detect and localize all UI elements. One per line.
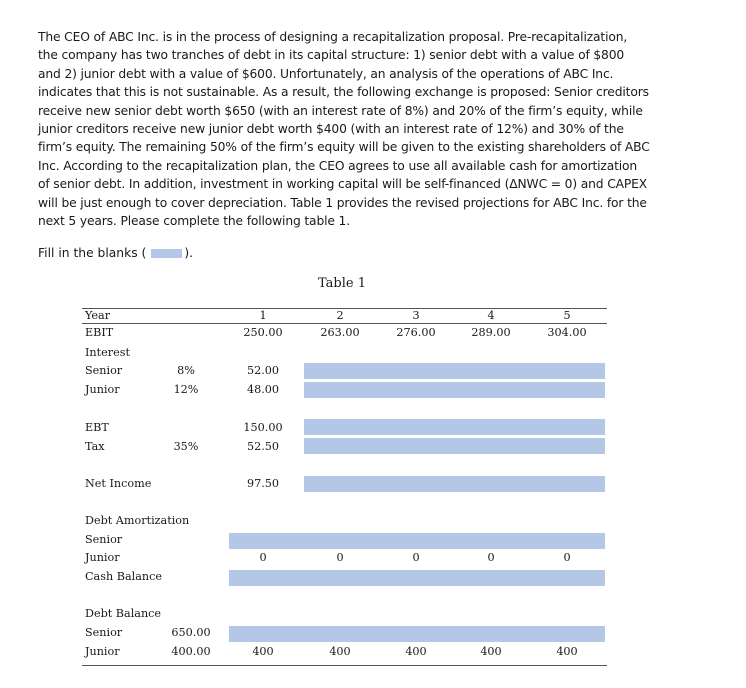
year-header: 3 bbox=[412, 309, 420, 322]
junior-amortization: 0 bbox=[259, 551, 267, 564]
blank-cash-balance[interactable] bbox=[229, 570, 605, 586]
junior-balance: 400 bbox=[329, 645, 351, 658]
blank-junior-interest[interactable] bbox=[304, 382, 605, 398]
ebit-value: 250.00 bbox=[243, 326, 283, 339]
ebit-value: 276.00 bbox=[396, 326, 436, 339]
ebit-value: 289.00 bbox=[471, 326, 511, 339]
row-label-interest: Interest bbox=[85, 346, 130, 359]
blank-tax[interactable] bbox=[304, 438, 605, 454]
junior-rate: 12% bbox=[173, 383, 199, 396]
junior-balance: 400 bbox=[405, 645, 427, 658]
row-label-ebit: EBIT bbox=[85, 326, 114, 339]
senior-initial-balance: 650.00 bbox=[171, 626, 211, 639]
junior-interest-y1: 48.00 bbox=[246, 383, 280, 396]
blank-net-income[interactable] bbox=[304, 476, 605, 492]
row-label-tax: Tax bbox=[85, 440, 105, 453]
tax-y1: 52.50 bbox=[246, 440, 280, 453]
row-label-year: Year bbox=[85, 309, 111, 322]
senior-interest-y1: 52.00 bbox=[246, 364, 280, 377]
row-label-senior-amortization: Senior bbox=[85, 533, 123, 546]
net-income-y1: 97.50 bbox=[246, 477, 280, 490]
junior-initial-balance: 400.00 bbox=[171, 645, 211, 658]
ebit-value: 263.00 bbox=[320, 326, 360, 339]
table-caption: Table 1 bbox=[318, 276, 366, 291]
row-label-senior-balance: Senior bbox=[85, 626, 123, 639]
row-label-debt-balance: Debt Balance bbox=[85, 607, 162, 620]
row-label-junior-interest: Junior bbox=[85, 383, 120, 396]
row-label-debt-amortization: Debt Amortization bbox=[85, 514, 190, 527]
row-label-senior-interest: Senior bbox=[85, 364, 123, 377]
row-label-junior-amortization: Junior bbox=[85, 551, 120, 564]
blank-ebt[interactable] bbox=[304, 419, 605, 435]
year-header: 2 bbox=[336, 309, 344, 322]
junior-balance: 400 bbox=[556, 645, 578, 658]
junior-amortization: 0 bbox=[336, 551, 344, 564]
row-label-ebt: EBT bbox=[85, 421, 109, 434]
junior-balance: 400 bbox=[480, 645, 502, 658]
junior-amortization: 0 bbox=[412, 551, 420, 564]
table-rule bbox=[82, 665, 607, 666]
junior-amortization: 0 bbox=[563, 551, 571, 564]
fill-instruction-suffix: ). bbox=[184, 246, 194, 260]
year-header: 5 bbox=[563, 309, 571, 322]
ebit-value: 304.00 bbox=[547, 326, 587, 339]
senior-rate: 8% bbox=[177, 364, 195, 377]
fill-instruction-prefix: Fill in the blanks ( bbox=[38, 246, 147, 260]
ebt-y1: 150.00 bbox=[243, 421, 283, 434]
year-header: 4 bbox=[487, 309, 495, 322]
tax-rate: 35% bbox=[173, 440, 199, 453]
blank-senior-amortization[interactable] bbox=[229, 533, 605, 549]
year-header: 1 bbox=[259, 309, 267, 322]
blank-senior-interest[interactable] bbox=[304, 363, 605, 379]
row-label-cash-balance: Cash Balance bbox=[85, 570, 162, 583]
row-label-junior-balance: Junior bbox=[85, 645, 120, 658]
row-label-net-income: Net Income bbox=[85, 477, 152, 490]
blank-senior-balance[interactable] bbox=[229, 626, 605, 642]
junior-amortization: 0 bbox=[487, 551, 495, 564]
problem-statement: The CEO of ABC Inc. is in the process of designing a recapitalization proposal. Pre-recapitalization, the company has two tranches of debt in its capital structure: 1) senior debt with a value of $800 and 2) junior debt with a value of $600. Unfortunately, an analysis of the operations of ABC Inc. indicates that this is not sustainable. As a result, the following exchange is proposed: Senior creditors receive new senior debt worth $650 (with an interest rate of 8%) and 20% of the firm’s equity, while junior creditors receive new junior debt worth $400 (with an interest rate of 12%) and 30% of the firm’s equity. The remaining 50% of the firm’s equity will be given to the existing shareholders of ABC Inc. According to the recapitalization plan, the CEO agrees to use all available cash for amortization of senior debt. In addition, investment in working capital will be self-financed (ΔNWC = 0) and CAPEX will be just enough to cover depreciation. Table 1 provides the revised projections for ABC Inc. for the next 5 years. Please complete the following table 1. bbox=[38, 30, 650, 229]
table-rule bbox=[82, 323, 607, 324]
junior-balance: 400 bbox=[252, 645, 274, 658]
